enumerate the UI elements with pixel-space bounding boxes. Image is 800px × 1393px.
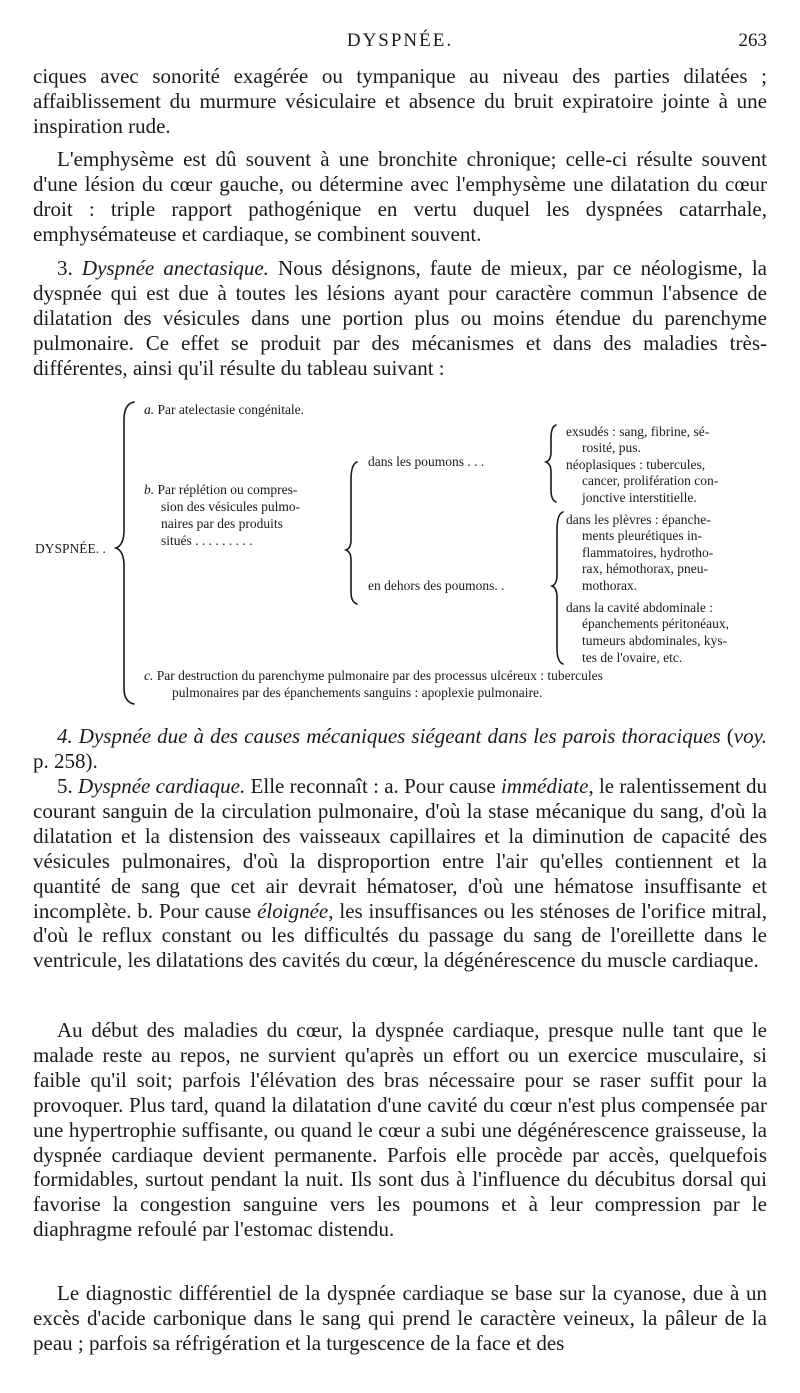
table-neo-2: cancer, prolifération con- [582, 473, 719, 488]
table-abdo-4: tes de l'ovaire, etc. [582, 650, 683, 665]
table-root-label [35, 541, 106, 557]
table-exsudes-1: exsudés : sang, fibrine, sé- [566, 424, 710, 439]
item-letter: b. [144, 482, 155, 497]
table-item-c-line2: pulmonaires par des épanchements sanguins : apoplexie pulmonaire. [172, 685, 543, 700]
table-plevres-3: flammatoires, hydrotho- [582, 545, 714, 560]
paragraph-text: Le diagnostic différentiel de la dyspnée cardiaque se base sur la cyanose, due à un excès d'acide carbonique dans le sang qui prend le caractère veineux, la pâleur de la peau ; parfois sa réfrigération et la turgescence de la face et des [33, 1281, 767, 1355]
table-plevres-1: dans les plèvres : épanche- [566, 512, 711, 527]
table-plevres-5: mothorax. [582, 578, 638, 593]
table-abdo-1: dans la cavité abdominale : [566, 600, 713, 615]
table-item-b-line1 [144, 482, 297, 498]
page-number: 263 [738, 30, 767, 51]
paragraph-heart-disease-onset [33, 1018, 767, 1242]
paragraph-text: L'emphysème est dû souvent à une bronchite chronique; celle-ci résulte souvent d'une lésion du cœur gauche, ou détermine avec l'emphysème une dilatation du cœur droit : triple rapport pathogénique en vertu duquel les dyspnées catarrhale, emphysémateuse et cardiaque, se combinent souvent. [33, 147, 767, 246]
paragraph-text: , les insuffisances ou les sténoses de l'orifice mitral, d'où le reflux constant ou les difficultés du passage du sang de l'oreillette dans le ventricule, les dilatations des cavités du cœur, la dégénérescence du muscle cardiaque. [33, 898, 767, 973]
table-abdo-2: épanchements péritonéaux, [582, 616, 729, 631]
lungs-brace [546, 425, 556, 502]
section-title: Dyspnée cardiaque. [78, 774, 246, 798]
section-number: 5. [57, 774, 73, 798]
paragraph-text: Nous désignons, faute de mieux, par ce néologisme, la dyspnée qui est due à toutes les lésions ayant pour caractère commun l'absence de dilatation des vésicules dans une portion plus ou moins étendue du parenchyme pulmonaire. Ce effet se produit par des mécanismes et dans des maladies très-différentes, ainsi qu'il résulte du tableau suivant : [33, 256, 768, 380]
main-brace [116, 402, 134, 704]
table-item-b-line4: situés . . . . . . . . . [161, 533, 253, 548]
table-item-b-line3: naires par des produits [161, 516, 283, 531]
root-label: DYSPNÉE. . [35, 541, 106, 556]
item-letter: a. [144, 402, 155, 417]
paragraph-cardiac-dyspnea [33, 774, 767, 973]
ref-page: p. 258). [33, 748, 98, 773]
section-number: 3. [57, 256, 73, 280]
table-item-a [144, 402, 304, 418]
table-plevres-4: rax, hémothorax, pneu- [582, 561, 708, 576]
ref-open: ( [720, 724, 734, 748]
table-neo-1: néoplasiques : tubercules, [566, 457, 706, 472]
emphasis-eloignee: éloignée [257, 898, 329, 923]
table-exsudes-2: rosité, pus. [582, 440, 641, 455]
paragraph-text: ciques avec sonorité exagérée ou tympanique au niveau des parties dilatées ; affaiblissement du murmure vésiculaire et absence du bruit expiratoire jointe à une inspiration rude. [33, 64, 767, 138]
table-in-lungs: dans les poumons . . . [368, 454, 485, 469]
paragraph-text: Elle reconnaît : a. Pour cause [245, 774, 501, 798]
table-item-c-line1 [144, 668, 603, 684]
emphasis-immediate: immédiate [500, 774, 589, 798]
item-text: Par réplétion ou compres- [154, 482, 298, 497]
ref-abbrev: voy. [733, 724, 767, 748]
item-text: Par atelectasie congénitale. [154, 402, 305, 417]
item-text: Par destruction du parenchyme pulmonaire par des processus ulcéreux : tubercules [153, 668, 603, 683]
section-title: Dyspnée anectasique. [81, 256, 269, 280]
item-letter: c. [144, 668, 154, 683]
section-title: 4. Dyspnée due à des causes mécaniques siégeant dans les parois thoraciques [57, 724, 721, 748]
paragraph-text: , le ralentissement du courant sanguin de la circulation pulmonaire, d'où la stase mécanique du sang, d'où la dilatation et la distension des vaisseaux capillaires et la diminution de capacité des vésicules pulmonaires, d'où la disproportion entre l'air qu'elles contiennent et la quantité de sang que cet air devrait hématoser, d'où une hématose insuffisante et incomplète. b. Pour cause [33, 774, 768, 923]
table-abdo-3: tumeurs abdominales, kys- [582, 633, 728, 648]
table-plevres-2: ments pleurétiques in- [582, 528, 702, 543]
table-neo-3: jonctive interstitielle. [582, 490, 697, 505]
paragraph-mechanical-dyspnea [33, 724, 767, 774]
paragraph-text: Au début des maladies du cœur, la dyspnée cardiaque, presque nulle tant que le malade reste au repos, ne survient qu'après un effort ou un exercice musculaire, si faible qu'il soit; parfois l'élévation des bras nécessaire pour se raser suffit pour la provoquer. Plus tard, quand la dilatation d'une cavité du cœur n'est plus compensée par une hypertrophie suffisante, ou quand le cœur a subi une dégénérescence graisseuse, la dyspnée cardiaque devient permanente. Parfois elle procède par accès, quelquefois formidables, surtout pendant la nuit. Ils sont dus à l'influence du décubitus dorsal qui favorise la congestion sanguine vers les poumons et à leur compression par le diaphragme refoulé par l'estomac distendu. [33, 1018, 767, 1242]
table-outside-lungs: en dehors des poumons. . [368, 578, 505, 593]
table-item-b-line2: sion des vésicules pulmo- [161, 499, 301, 514]
paragraph-differential-diagnosis [33, 1281, 767, 1356]
running-title: DYSPNÉE. [346, 30, 454, 51]
b-brace [346, 462, 357, 604]
outside-brace [552, 512, 563, 664]
